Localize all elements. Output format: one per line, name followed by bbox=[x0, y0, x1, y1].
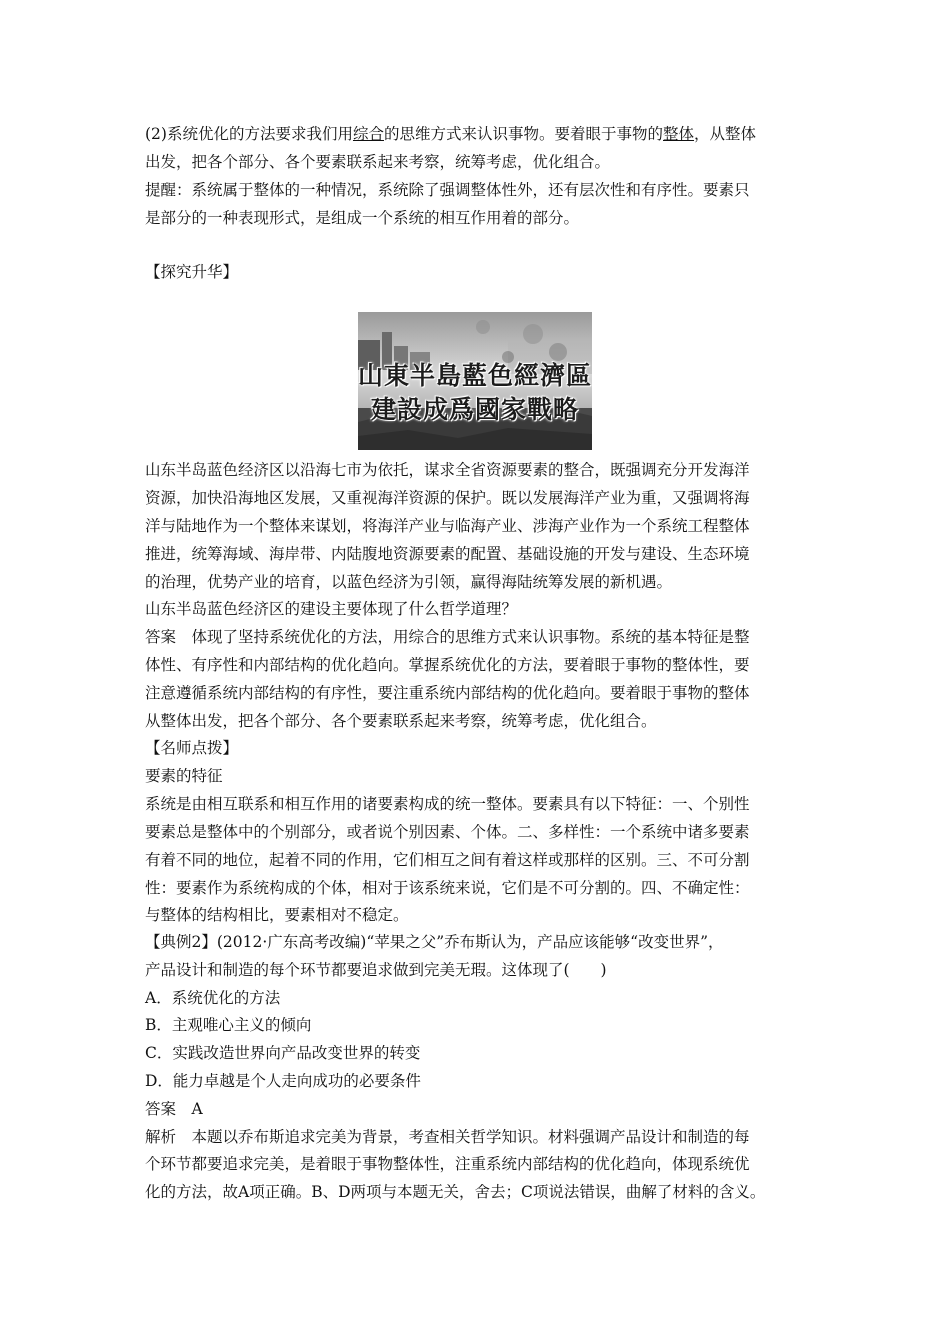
answer-line: 体性、有序性和内部结构的优化趋向。掌握系统优化的方法，要着眼于事物的整体性，要 bbox=[145, 656, 750, 674]
material-line: 推进，统筹海域、海岸带、内陆腹地资源要素的配置、基础设施的开发与建设、生态环境 bbox=[145, 545, 750, 563]
answer-line: 注意遵循系统内部结构的有序性，要注重系统内部结构的优化趋向。要着眼于事物的整体 bbox=[145, 684, 750, 702]
teacher-text-line: 有着不同的地位，起着不同的作用，它们相互之间有着这样或那样的区别。三、不可分割 bbox=[145, 851, 750, 869]
teacher-text-line: 要素总是整体中的个别部分，或者说个别因素、个体。二、多样性：一个系统中诸多要素 bbox=[145, 823, 750, 841]
option-c: C．实践改造世界向产品改变世界的转变 bbox=[145, 1044, 421, 1062]
option-a: A．系统优化的方法 bbox=[145, 989, 281, 1007]
paragraph-line bbox=[145, 124, 825, 144]
material-line: 洋与陆地作为一个整体来谋划，将海洋产业与临海产业、涉海产业作为一个系统工程整体 bbox=[145, 517, 750, 535]
tip-line: 提醒：系统属于整体的一种情况，系统除了强调整体性外，还有层次性和有序性。要素只 bbox=[145, 181, 750, 199]
analysis-line: 个环节都要追求完美，是着眼于事物整体性，注重系统内部结构的优化趋向，体现系统优 bbox=[145, 1155, 750, 1173]
question-line: 山东半岛蓝色经济区的建设主要体现了什么哲学道理？ bbox=[145, 600, 518, 618]
section-heading: 【探究升华】 bbox=[145, 263, 239, 281]
photo-caption-line1: 山東半島藍色經濟區 bbox=[358, 361, 592, 390]
text-span: 的思维方式来认识事物。要着眼于事物的 bbox=[383, 125, 663, 143]
teacher-text-line: 系统是由相互联系和相互作用的诸要素构成的统一整体。要素具有以下特征：一、个别性 bbox=[145, 795, 750, 813]
option-b: B．主观唯心主义的倾向 bbox=[145, 1016, 312, 1034]
example-line: 【典例2】(2012·广东高考改编)“苹果之父”乔布斯认为，产品应该能够“改变世界”， bbox=[145, 933, 724, 951]
tip-line: 是部分的一种表现形式，是组成一个系统的相互作用着的部分。 bbox=[145, 209, 580, 227]
news-photo bbox=[358, 312, 592, 450]
example-line: 产品设计和制造的每个环节都要追求做到完美无瑕。这体现了( ) bbox=[145, 961, 607, 979]
example-answer: 答案 A bbox=[145, 1100, 203, 1118]
answer-line: 答案 体现了坚持系统优化的方法，用综合的思维方式来认识事物。系统的基本特征是整 bbox=[145, 628, 750, 646]
teacher-text-line: 与整体的结构相比，要素相对不稳定。 bbox=[145, 906, 409, 924]
photo-caption-line2: 建設成爲國家戰略 bbox=[370, 395, 579, 424]
analysis-line: 解析 本题以乔布斯追求完美为背景，考查相关哲学知识。材料强调产品设计和制造的每 bbox=[145, 1128, 750, 1146]
section-heading: 【名师点拨】 bbox=[145, 739, 239, 757]
analysis-line: 化的方法，故A项正确。B、D两项与本题无关，舍去；C项说法错误，曲解了材料的含义。 bbox=[145, 1183, 766, 1201]
subsection-title: 要素的特征 bbox=[145, 767, 223, 785]
material-line: 资源，加快沿海地区发展，又重视海洋资源的保护。既以发展海洋产业为重，又强调将海 bbox=[145, 489, 750, 507]
text-span: ，从整体 bbox=[694, 125, 757, 143]
text-span: (2)系统优化的方法要求我们用 bbox=[145, 125, 353, 143]
teacher-text-line: 性：要素作为系统构成的个体，相对于该系统来说，它们是不可分割的。四、不确定性： bbox=[145, 879, 750, 897]
material-line: 山东半岛蓝色经济区以沿海七市为依托，谋求全省资源要素的整合，既强调充分开发海洋 bbox=[145, 461, 750, 479]
paragraph-line: 出发，把各个部分、各个要素联系起来考察，统筹考虑，优化组合。 bbox=[145, 153, 611, 171]
option-d: D．能力卓越是个人走向成功的必要条件 bbox=[145, 1072, 421, 1090]
material-line: 的治理，优势产业的培育，以蓝色经济为引领，赢得海陆统筹发展的新机遇。 bbox=[145, 573, 673, 591]
underlined-term: 整体 bbox=[663, 125, 695, 143]
underlined-term: 综合 bbox=[352, 125, 384, 143]
answer-line: 从整体出发，把各个部分、各个要素联系起来考察，统筹考虑，优化组合。 bbox=[145, 712, 657, 730]
